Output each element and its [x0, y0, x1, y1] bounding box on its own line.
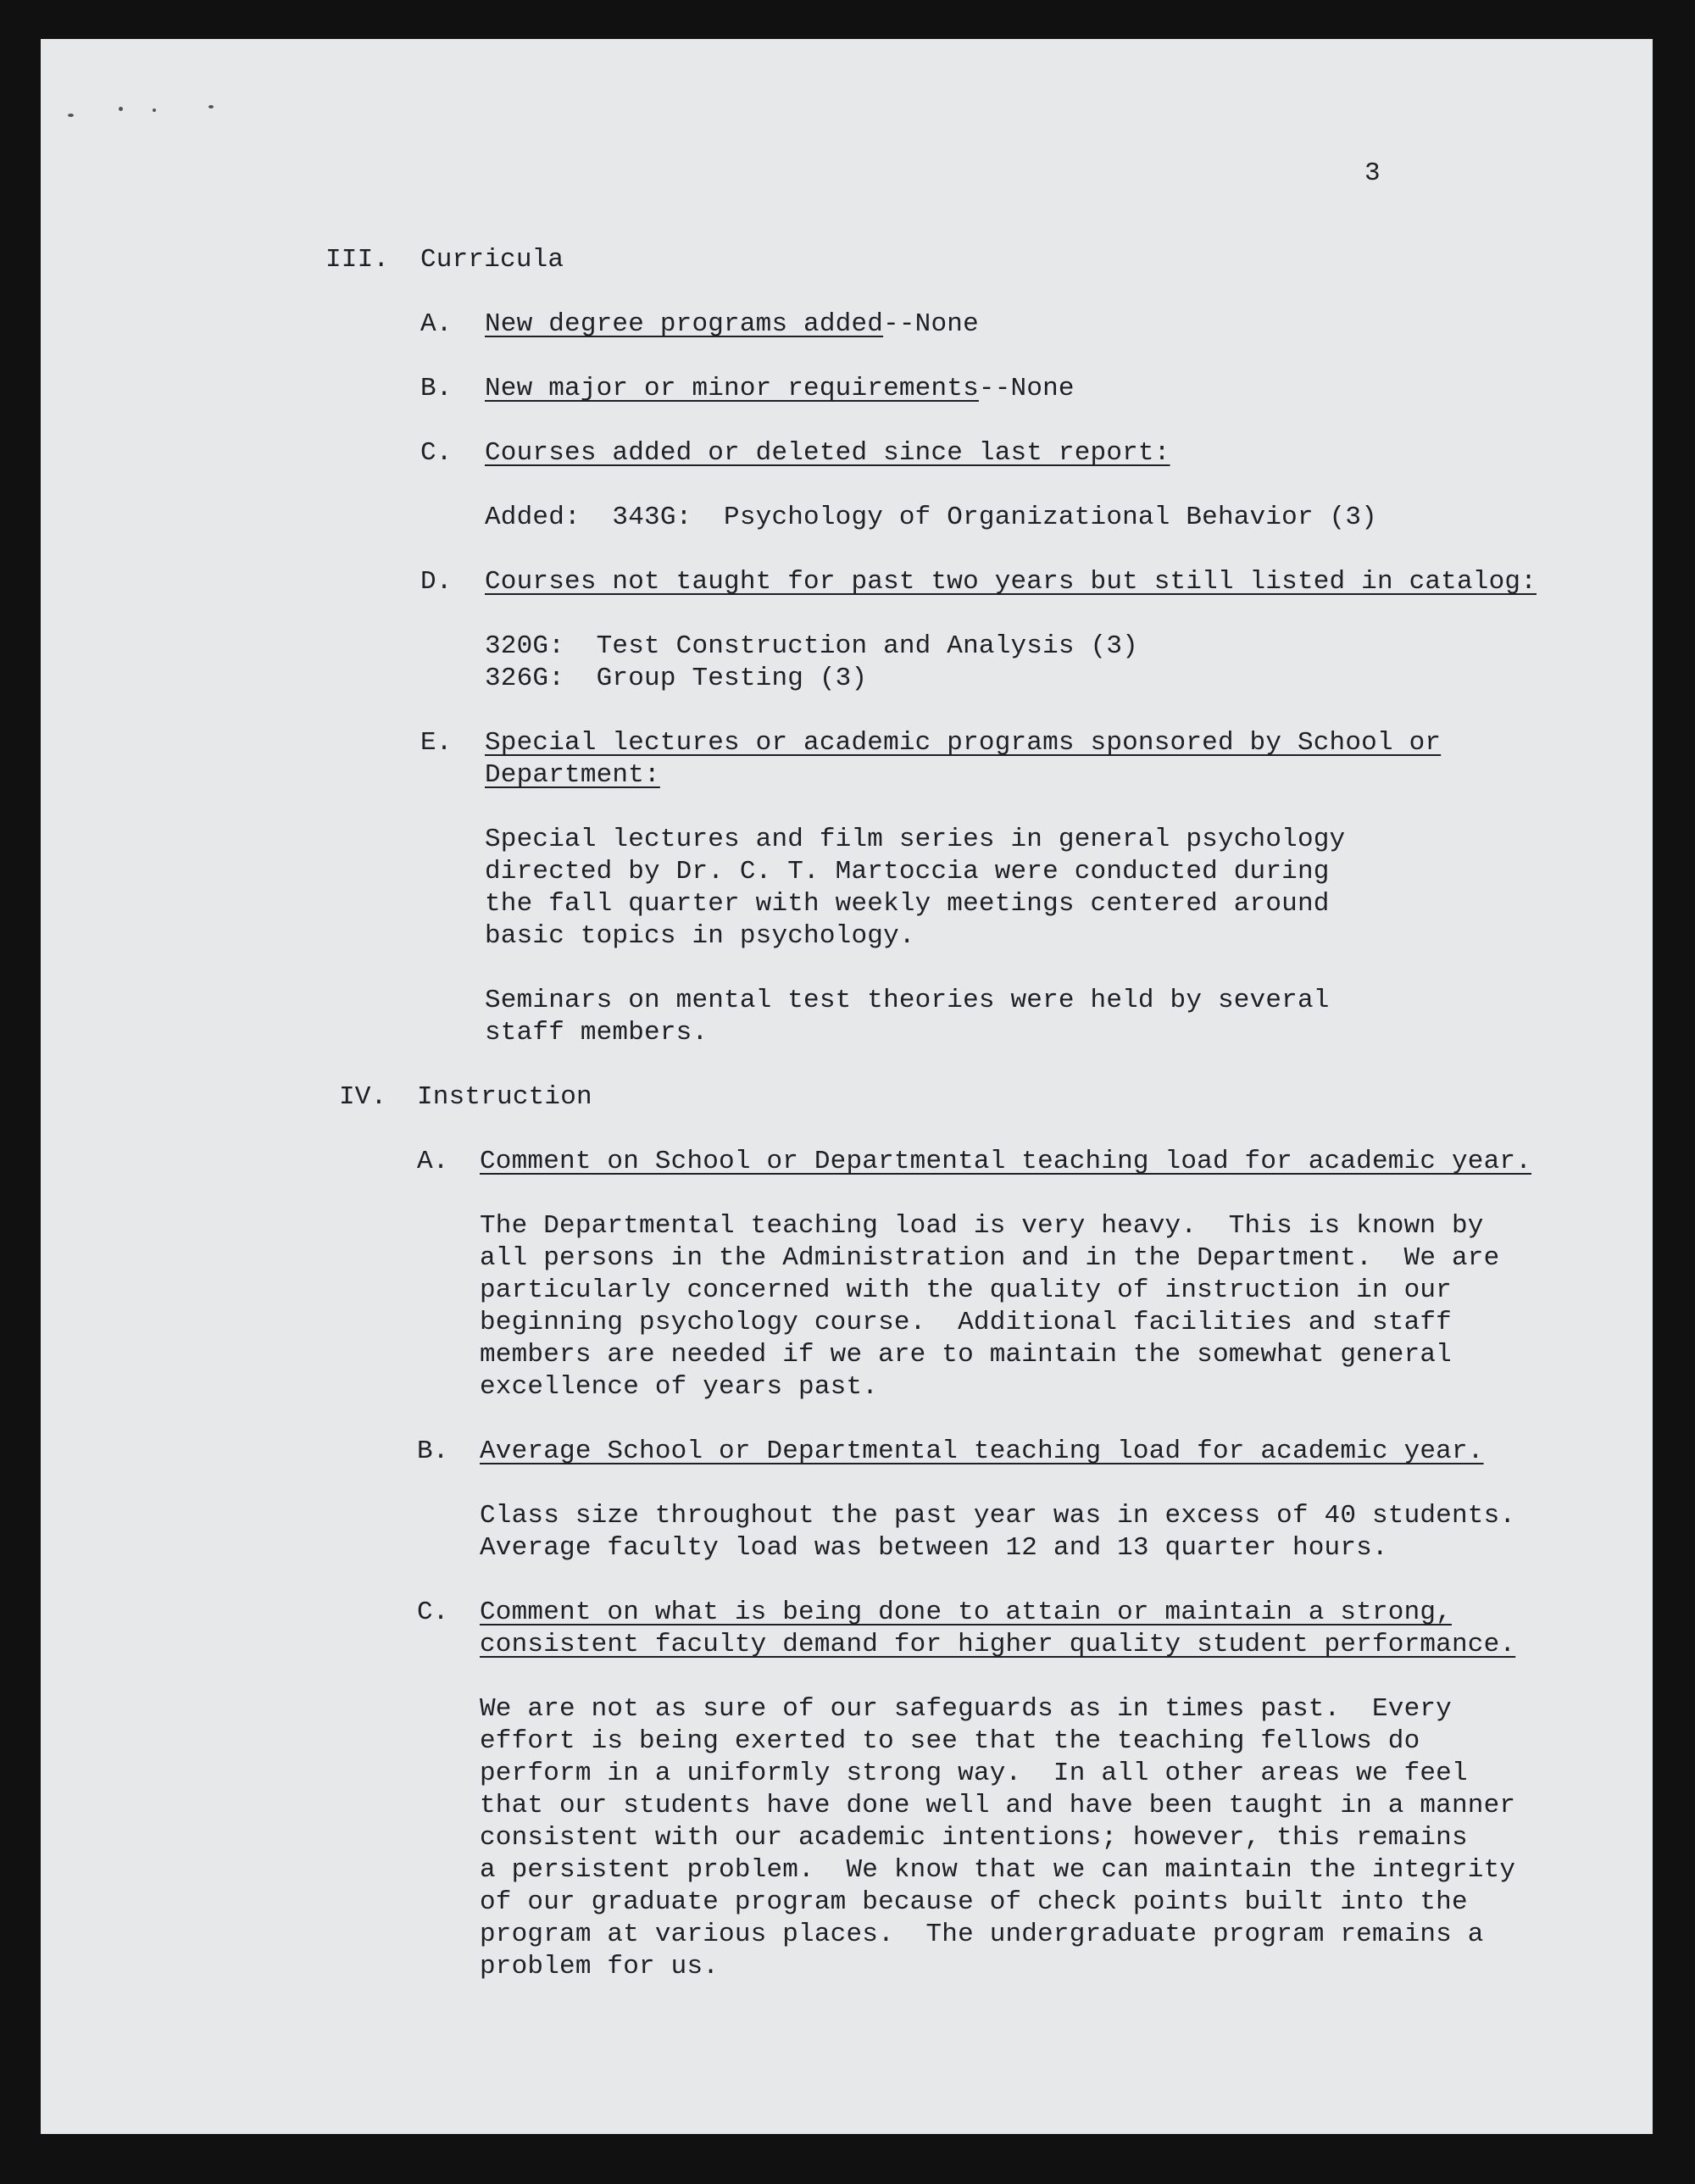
- paragraph-line: members are needed if we are to maintain the somewhat general: [480, 1340, 1452, 1370]
- paragraph-line: excellence of years past.: [480, 1372, 879, 1402]
- item-heading: Average School or Departmental teaching load for academic year.: [480, 1437, 1484, 1466]
- item-heading-underlined: New degree programs added: [485, 309, 884, 339]
- item-heading: Courses added or deleted since last report:: [485, 438, 1170, 468]
- section-title: Instruction: [417, 1082, 592, 1112]
- item-letter: E.: [420, 728, 453, 758]
- section-numeral: III.: [325, 245, 390, 275]
- item-heading: Department:: [485, 760, 660, 790]
- paragraph-line: directed by Dr. C. T. Martoccia were conducted during: [485, 857, 1330, 886]
- item-letter: B.: [417, 1437, 449, 1466]
- paragraph-line: staff members.: [485, 1018, 709, 1048]
- paragraph-line: We are not as sure of our safeguards as in times past. Every: [480, 1694, 1452, 1724]
- item-heading: Comment on School or Departmental teaching load for academic year.: [480, 1147, 1531, 1176]
- paragraph-line: the fall quarter with weekly meetings centered around: [485, 889, 1330, 919]
- paragraph-line: Class size throughout the past year was in excess of 40 students.: [480, 1501, 1516, 1531]
- section-title: Curricula: [420, 245, 564, 275]
- item-heading: Special lectures or academic programs sponsored by School or: [485, 728, 1442, 758]
- paragraph-line: that our students have done well and have been taught in a manner: [480, 1791, 1516, 1820]
- paragraph-line: effort is being exerted to see that the teaching fellows do: [480, 1726, 1420, 1756]
- item-heading-suffix: --None: [978, 374, 1075, 403]
- paragraph-line: program at various places. The undergraduate program remains a: [480, 1920, 1484, 1949]
- document-page: [41, 39, 1653, 2134]
- item-heading-underlined: New major or minor requirements: [485, 374, 979, 403]
- paragraph-line: a persistent problem. We know that we can maintain the integrity: [480, 1855, 1516, 1885]
- paragraph-line: basic topics in psychology.: [485, 921, 915, 951]
- item-heading-suffix: --None: [883, 309, 979, 339]
- paragraph-line: The Departmental teaching load is very heavy. This is known by: [480, 1211, 1484, 1241]
- paragraph-line: Seminars on mental test theories were held by several: [485, 986, 1330, 1015]
- item-heading: Courses not taught for past two years but still listed in catalog:: [485, 567, 1537, 597]
- item-letter: D.: [420, 567, 453, 597]
- item-letter: B.: [420, 374, 453, 403]
- paragraph-line: particularly concerned with the quality of instruction in our: [480, 1275, 1452, 1305]
- paragraph-line: consistent with our academic intentions; however, this remains: [480, 1823, 1468, 1853]
- paragraph-line: problem for us.: [480, 1952, 720, 1981]
- paragraph-line: Average faculty load was between 12 and 13 quarter hours.: [480, 1533, 1388, 1563]
- speck-mark: [68, 114, 74, 117]
- item-heading: [485, 373, 1075, 405]
- paragraph-line: perform in a uniformly strong way. In all other areas we feel: [480, 1759, 1468, 1788]
- item-heading: [485, 308, 979, 341]
- item-letter: A.: [417, 1147, 449, 1176]
- item-heading: Comment on what is being done to attain or maintain a strong,: [480, 1598, 1452, 1627]
- item-body-line: 326G: Group Testing (3): [485, 664, 868, 693]
- paragraph-line: of our graduate program because of check points built into the: [480, 1887, 1468, 1917]
- speck-mark: [208, 105, 214, 108]
- speck-mark: [153, 108, 156, 112]
- section-numeral: IV.: [339, 1082, 387, 1112]
- item-body-line: 320G: Test Construction and Analysis (3): [485, 631, 1138, 661]
- paragraph-line: beginning psychology course. Additional facilities and staff: [480, 1308, 1452, 1337]
- paragraph-line: all persons in the Administration and in the Department. We are: [480, 1243, 1500, 1273]
- item-letter: A.: [420, 309, 453, 339]
- item-letter: C.: [417, 1598, 449, 1627]
- item-heading: consistent faculty demand for higher quality student performance.: [480, 1630, 1516, 1659]
- paragraph-line: Special lectures and film series in general psychology: [485, 825, 1346, 854]
- speck-mark: [119, 107, 123, 111]
- page-number: 3: [1364, 158, 1381, 188]
- item-letter: C.: [420, 438, 453, 468]
- item-body-line: Added: 343G: Psychology of Organizational Behavior (3): [485, 503, 1377, 532]
